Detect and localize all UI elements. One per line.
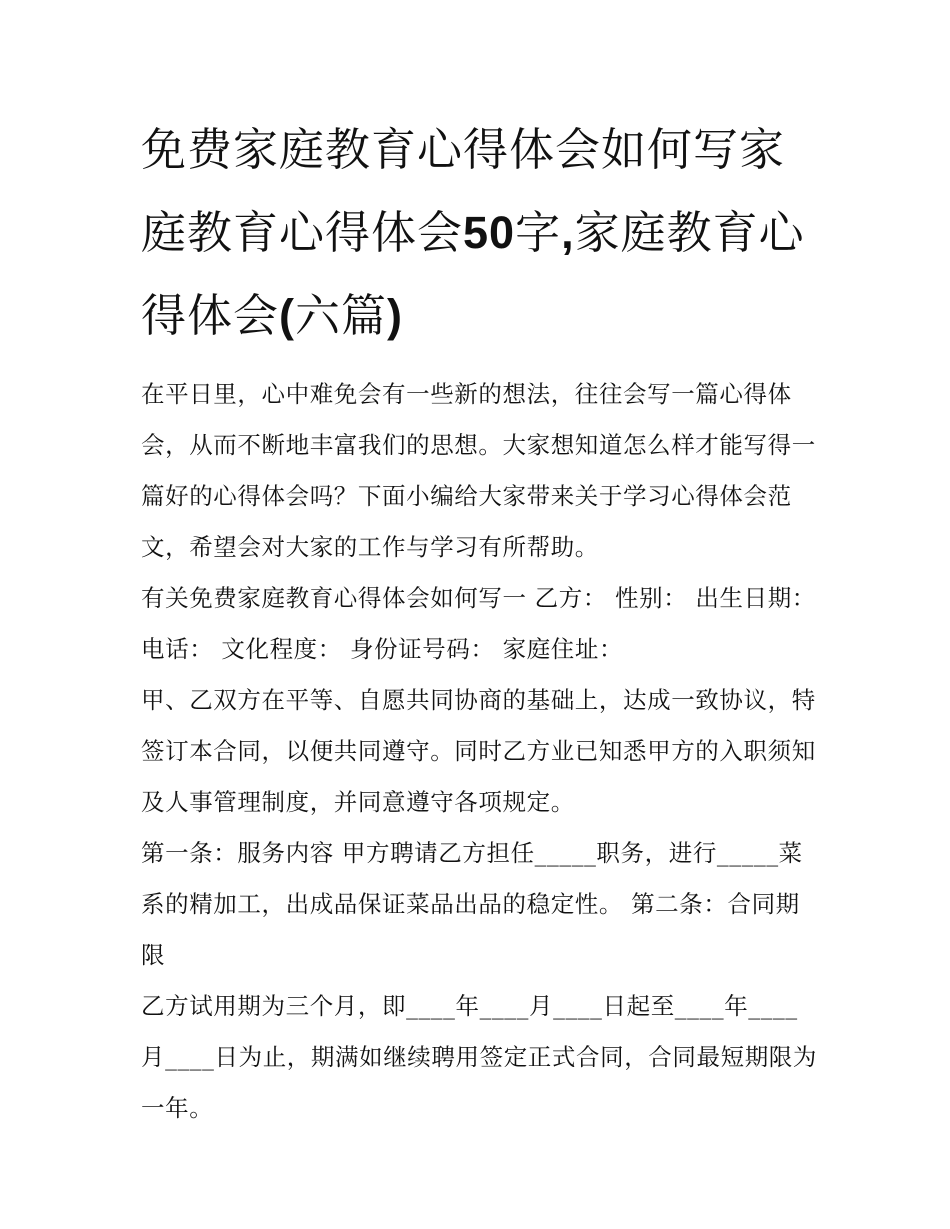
- title-part: 50: [463, 207, 516, 258]
- title-part: ,: [561, 207, 575, 258]
- title-part: 免费家庭教育心得体会如何写家庭教育心得体会: [141, 123, 786, 259]
- title-part: 字: [515, 206, 562, 259]
- paragraph-party-info: 有关免费家庭教育心得体会如何写一 乙方： 性别： 出生日期： 电话： 文化程度： 身份证号码： 家庭住址：: [141, 584, 816, 663]
- title-part: ): [387, 290, 404, 341]
- title-part: (: [279, 290, 296, 341]
- paragraph-article-one: 第一条：服务内容 甲方聘请乙方担任_____职务，进行_____菜系的精加工，出成品保证菜品出品的稳定性。 第二条：合同期限: [141, 839, 803, 969]
- document-title: [141, 108, 821, 357]
- paragraph-probation: 乙方试用期为三个月，即____年____月____日起至____年____月____日为止，期满如继续聘用签定正式合同，合同最短期限为一年。: [141, 992, 817, 1122]
- paragraph-intro: 在平日里，心中难免会有一些新的想法，往往会写一篇心得体会，从而不断地丰富我们的思想。大家想知道怎么样才能写得一篇好的心得体会吗？下面小编给大家带来关于学习心得体会范文，希望会对大家的工作与学习有所帮助。: [141, 380, 816, 561]
- title-part: 家庭教育心得体会: [141, 206, 805, 342]
- paragraph-agreement: 甲、乙双方在平等、自愿共同协商的基础上，达成一致协议，特签订本合同，以便共同遵守。同时乙方业已知悉甲方的入职须知及人事管理制度，并同意遵守各项规定。: [141, 686, 816, 816]
- title-part: 六篇: [295, 289, 388, 342]
- document-page: [141, 108, 821, 1134]
